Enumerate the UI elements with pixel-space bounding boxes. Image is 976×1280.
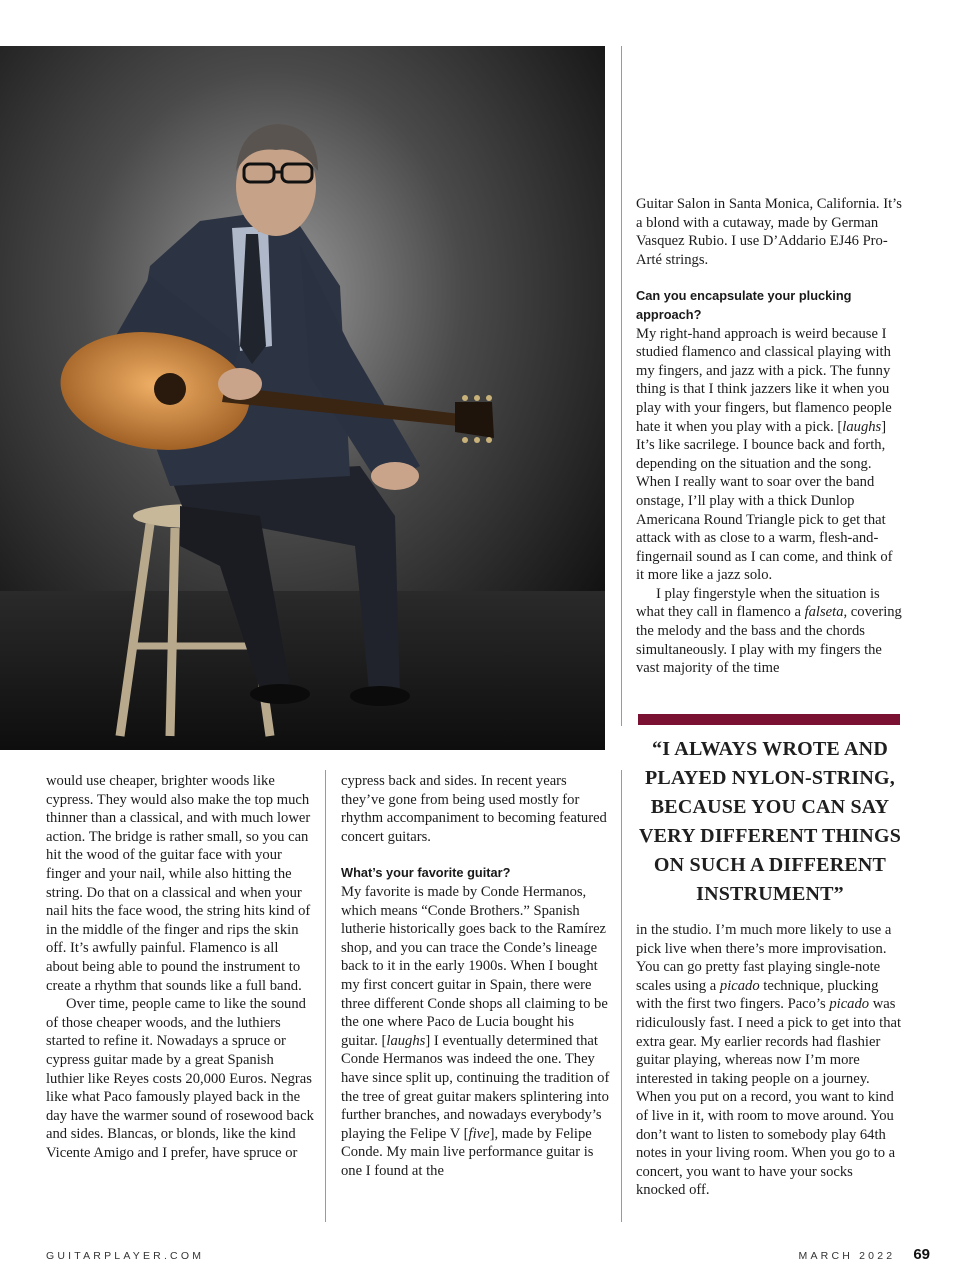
fingerstyle-paragraph: I play fingerstyle when the situation is what they call in flamenco a falseta, covering the melody and the bass and the chords simultaneously. I play with my fingers the vast majority of the time bbox=[636, 585, 902, 677]
guitarist-illustration bbox=[0, 46, 605, 750]
intro-paragraph: Guitar Salon in Santa Monica, California. It’s a blond with a cutaway, made by German Vasquez Rubio. I use D’Addario EJ46 Pro-Arté strings. bbox=[636, 196, 902, 268]
column-1 bbox=[46, 772, 314, 1162]
top-right-column bbox=[636, 195, 904, 678]
col1-paragraph-2: Over time, people came to like the sound of those cheaper woods, and the luthiers started to refine it. Nowadays a spruce or cypress guitar made by a great Spanish luthier like Reyes costs 20,000 Euros. Negras like what Paco famously played back in the day have the warmer sound of rosewood back and sides. Blancas, or blonds, like the kind Vicente Amigo and I prefer, have spruce or bbox=[46, 996, 314, 1161]
hero-photo bbox=[0, 46, 605, 750]
answer-plucking: My right-hand approach is weird because I studied flamenco and classical playing with my fingers, and jazz with a pick. The funny thing is that I think jazzers like it when you play with your fingers, but flamenco people hate it when you play with a pick. [laughs] It’s like sacrilege. I bounce back and forth, depending on the situation and the song. When I really want to soar over the band onstage, I’ll play with a thick Dunlop Americana Round Triangle pick to get that attack with as close to a warm, flesh-and-fingernail sound as I can come, and think of it more like a jazz solo. bbox=[636, 325, 893, 584]
answer-favorite-guitar: My favorite is made by Conde Hermanos, which means “Conde Brothers.” Spanish lutherie historically goes back to the Ramírez shop, and you can trace the Conde’s lineage back to it in the early 1900s. When I bought my first concert guitar in Spain, there were three different Conde shops all claiming to be the one where Paco de Lucia bought his guitar. [laughs] I eventually determined that Conde Hermanos was indeed the one. They have since split up, continuing the tradition of the tree of great guitar makers splintering into further branches, and nowadays everybody’s playing the Felipe V [five], made by Felipe Conde. My main live performance guitar is one I found at the bbox=[341, 883, 610, 1179]
question-plucking: Can you encapsulate your plucking approach? bbox=[636, 288, 852, 322]
column-rule-top bbox=[621, 46, 622, 726]
column-3 bbox=[636, 921, 904, 1200]
footer-folio bbox=[799, 1246, 930, 1263]
page-number: 69 bbox=[913, 1246, 930, 1263]
footer-date: MARCH 2022 bbox=[798, 1250, 896, 1262]
question-favorite-guitar: What’s your favorite guitar? bbox=[341, 865, 511, 881]
column-2 bbox=[341, 772, 611, 1180]
pull-quote: “I ALWAYS WROTE AND PLAYED NYLON-STRING, BECAUSE YOU CAN SAY VERY DIFFERENT THINGS ON SUCH A DIFFERENT INSTRUMENT” bbox=[638, 738, 902, 905]
col2-paragraph-1: cypress back and sides. In recent years they’ve gone from being used mostly for rhythm accompaniment to becoming featured concert guitars. bbox=[341, 773, 607, 845]
col3-paragraph: in the studio. I’m much more likely to use a pick live when there’s more improvisation. You can go pretty fast playing single-note scales using a picado technique, plucking with the first two fingers. Paco’s picado was ridiculously fast. I need a pick to get into that extra gear. My earlier records had flashier guitar playing, whereas now I’m more interested in taking people on a journey. When you put on a record, you want to kind of live in it, with room to move around. You don’t want to listen to somebody play 64th notes in your living room. When you go to a concert, you want to have your socks knocked off. bbox=[636, 922, 902, 1199]
column-rule-left bbox=[325, 770, 326, 1222]
pull-quote-bar bbox=[638, 714, 900, 725]
footer-site: GUITARPLAYER.COM bbox=[46, 1250, 205, 1262]
col1-paragraph-1: would use cheaper, brighter woods like cypress. They would also make the top much thinner than a classical, and with much lower action. The bridge is rather small, so you can hit the wood of the guitar face with your finger and your nail, while also hitting the string. Do that on a classical and when your nail hits the face wood, the string hits kind of in the middle of the finger and rips the skin off. It’s awfully painful. Flamenco is all about being able to pound the instrument to create a rhythm that sounds like a full band. bbox=[46, 773, 311, 994]
column-rule-right bbox=[621, 770, 622, 1222]
